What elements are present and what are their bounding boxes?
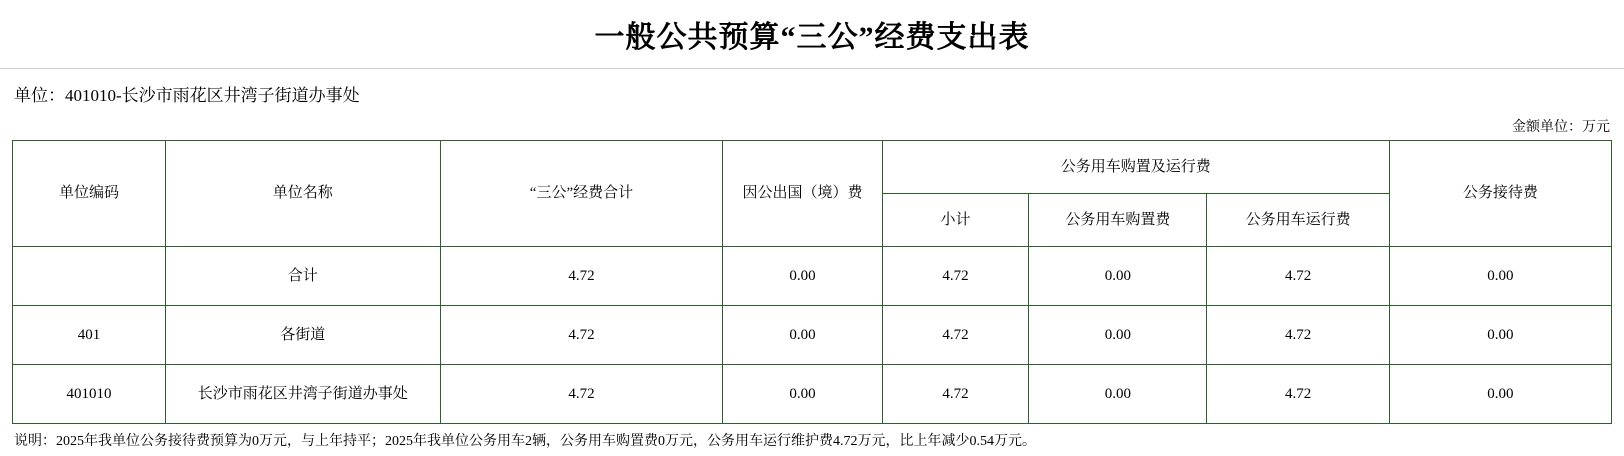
- cell-unit-code: 401010: [13, 365, 166, 424]
- budget-table: [12, 140, 1612, 424]
- header-vehicle-running: 公务用车运行费: [1207, 194, 1389, 247]
- cell-total: 4.72: [440, 247, 723, 306]
- cell-total: 4.72: [440, 306, 723, 365]
- header-reception: 公务接待费: [1389, 141, 1611, 247]
- amount-unit-label: 金额单位：万元: [1512, 120, 1610, 135]
- unit-line: 单位：401010-长沙市雨花区井湾子街道办事处: [14, 86, 360, 105]
- table-note: 说明：2025年我单位公务接待费预算为0万元，与上年持平；2025年我单位公务用车2辆，公务用车购置费0万元，公务用车运行维护费4.72万元，比上年减少0.54万元。: [14, 434, 1036, 449]
- cell-reception: 0.00: [1389, 306, 1611, 365]
- cell-vehicle-subtotal: 4.72: [882, 306, 1029, 365]
- cell-abroad: 0.00: [723, 365, 882, 424]
- header-abroad: 因公出国（境）费: [723, 141, 882, 247]
- cell-reception: 0.00: [1389, 365, 1611, 424]
- table-row: [13, 365, 1612, 424]
- table-row: [13, 247, 1612, 306]
- page-title: 一般公共预算“三公”经费支出表: [594, 21, 1030, 54]
- cell-vehicle-purchase: 0.00: [1029, 306, 1207, 365]
- cell-unit-name: 各街道: [165, 306, 440, 365]
- header-vehicle-purchase: 公务用车购置费: [1029, 194, 1207, 247]
- cell-vehicle-running: 4.72: [1207, 247, 1389, 306]
- cell-vehicle-purchase: 0.00: [1029, 365, 1207, 424]
- header-vehicle-subtotal: 小计: [882, 194, 1029, 247]
- header-unit-name: 单位名称: [165, 141, 440, 247]
- cell-abroad: 0.00: [723, 247, 882, 306]
- header-total: “三公”经费合计: [440, 141, 723, 247]
- cell-vehicle-subtotal: 4.72: [882, 247, 1029, 306]
- cell-vehicle-running: 4.72: [1207, 306, 1389, 365]
- cell-unit-name: 合计: [165, 247, 440, 306]
- cell-reception: 0.00: [1389, 247, 1611, 306]
- cell-vehicle-running: 4.72: [1207, 365, 1389, 424]
- cell-unit-name: 长沙市雨花区井湾子街道办事处: [165, 365, 440, 424]
- cell-abroad: 0.00: [723, 306, 882, 365]
- cell-unit-code: [13, 247, 166, 306]
- table-header: [13, 141, 1612, 247]
- header-vehicle-group: 公务用车购置及运行费: [882, 141, 1389, 194]
- header-unit-code: 单位编码: [13, 141, 166, 247]
- cell-vehicle-purchase: 0.00: [1029, 247, 1207, 306]
- cell-unit-code: 401: [13, 306, 166, 365]
- table-row: [13, 306, 1612, 365]
- cell-total: 4.72: [440, 365, 723, 424]
- table-body: [13, 247, 1612, 424]
- cell-vehicle-subtotal: 4.72: [882, 365, 1029, 424]
